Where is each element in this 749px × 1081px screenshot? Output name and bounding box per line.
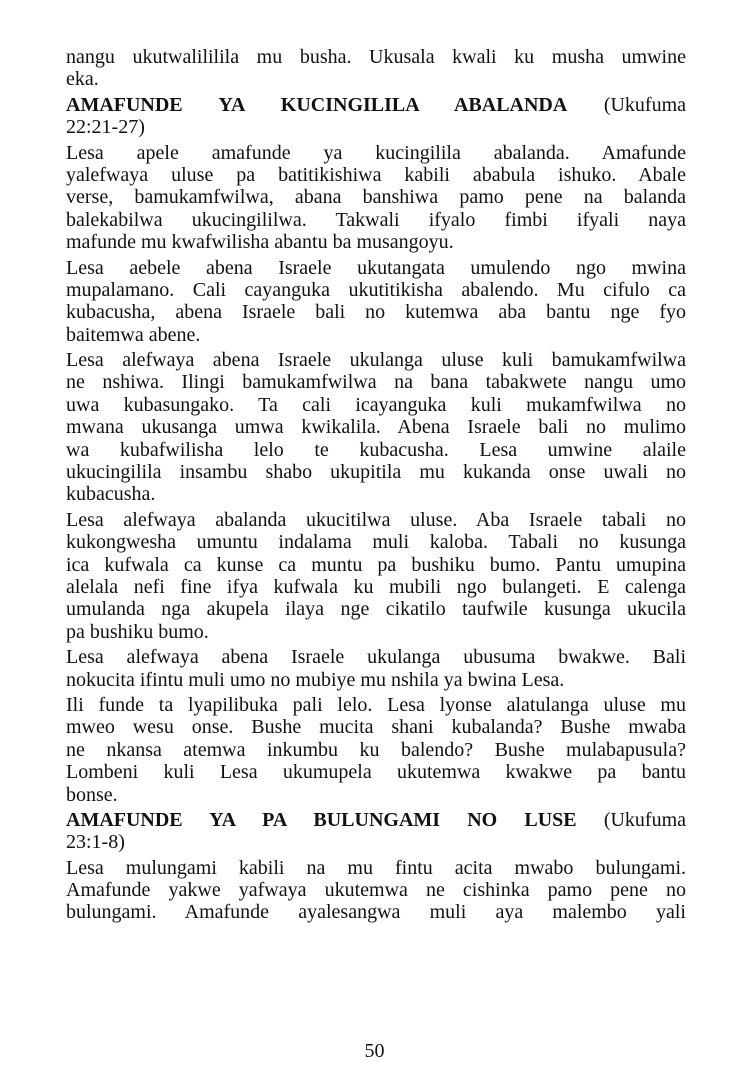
text-line: mweo wesu onse. Bushe mucita shani kubalanda? Bushe mwaba bbox=[66, 716, 686, 739]
text-line: bulungami. Amafunde ayalesangwa muli aya malembo yali bbox=[66, 901, 686, 924]
text-line: mwana ukusanga umwa kwikalila. Abena Israele bali no mulimo bbox=[66, 416, 686, 439]
heading-reference: (Ukufuma bbox=[603, 93, 687, 116]
text-line: kukongwesha umuntu indalama muli kaloba. Tabali no kusunga bbox=[66, 531, 686, 554]
text-line: nokucita ifintu muli umo no mubiye mu nshila ya bwina Lesa. bbox=[66, 668, 565, 691]
paragraph bbox=[66, 646, 686, 691]
heading-reference-verses: 22:21-27) bbox=[66, 116, 145, 139]
section-heading bbox=[66, 809, 686, 854]
text-line: ica kufwala ca kunse ca muntu pa bushiku bumo. Pantu umupina bbox=[66, 553, 686, 576]
paragraph bbox=[66, 694, 686, 806]
paragraph bbox=[66, 349, 686, 506]
text-line: Lesa mulungami kabili na mu fintu acita mwabo bulungami. bbox=[66, 856, 686, 879]
text-line: eka. bbox=[66, 68, 99, 91]
text-line: Ili funde ta lyapilibuka pali lelo. Lesa lyonse alatulanga uluse mu bbox=[66, 693, 686, 716]
document-page bbox=[66, 46, 686, 927]
text-line: ukucingilila insambu shabo ukupitila mu kukanda onse uwali no bbox=[66, 461, 686, 484]
text-line: ne nkansa atemwa inkumbu ku balendo? Bushe mulabapusula? bbox=[66, 738, 686, 761]
text-line: nangu ukutwalililila mu busha. Ukusala kwali ku musha umwine bbox=[66, 46, 686, 68]
text-line: Lesa aebele abena Israele ukutangata umulendo ngo mwina bbox=[66, 256, 686, 279]
paragraph bbox=[66, 142, 686, 254]
paragraph bbox=[66, 46, 686, 91]
text-line: alelala nefi fine ifya kufwala ku mubili ngo bulangeti. E calenga bbox=[66, 575, 686, 598]
text-line: yalefwaya uluse pa batitikishiwa kabili ababula ishuko. Abale bbox=[66, 163, 686, 186]
text-line: Amafunde yakwe yafwaya ukutemwa ne cishinka pamo pene no bbox=[66, 879, 686, 902]
text-line: Lombeni kuli Lesa ukumupela ukutemwa kwakwe pa bantu bbox=[66, 761, 686, 784]
text-line: mupalamano. Cali cayanguka ukutitikisha abalendo. Mu cifulo ca bbox=[66, 278, 686, 301]
text-line: uwa kubasungako. Ta cali icayanguka kuli mukamfwilwa no bbox=[66, 393, 686, 416]
heading-reference: (Ukufuma bbox=[603, 808, 687, 831]
heading-title: AMAFUNDE YA KUCINGILILA ABALANDA bbox=[66, 93, 568, 116]
text-line: verse, bamukamfwilwa, abana banshiwa pamo pene na balanda bbox=[66, 186, 686, 209]
text-line: Lesa apele amafunde ya kucingilila abalanda. Amafunde bbox=[66, 141, 686, 164]
text-line: ne nshiwa. Ilingi bamukamfwilwa na bana tabakwete nangu umo bbox=[66, 371, 686, 394]
heading-line bbox=[66, 809, 686, 831]
text-line: baitemwa abene. bbox=[66, 323, 201, 346]
text-line: Lesa alefwaya abena Israele ukulanga ubusuma bwakwe. Bali bbox=[66, 646, 686, 669]
text-line: wa kubafwilisha lelo te kubacusha. Lesa umwine alaile bbox=[66, 438, 686, 461]
text-line: mafunde mu kwafwilisha abantu ba musangoyu. bbox=[66, 231, 454, 254]
text-line: pa bushiku bumo. bbox=[66, 620, 209, 643]
paragraph bbox=[66, 509, 686, 643]
text-line: kubacusha, abena Israele bali no kutemwa aba bantu nge fyo bbox=[66, 301, 686, 324]
text-line: bonse. bbox=[66, 783, 118, 806]
paragraph bbox=[66, 257, 686, 347]
heading-title: AMAFUNDE YA PA BULUNGAMI NO LUSE bbox=[66, 808, 577, 831]
section-heading bbox=[66, 94, 686, 139]
heading-line bbox=[66, 94, 686, 116]
text-line: umulanda nga akupela ilaya nge cikatilo taufwile kusunga ukucila bbox=[66, 598, 686, 621]
heading-reference-verses: 23:1-8) bbox=[66, 831, 125, 854]
text-line: Lesa alefwaya abalanda ukucitilwa uluse. Aba Israele tabali no bbox=[66, 508, 686, 531]
text-line: Lesa alefwaya abena Israele ukulanga uluse kuli bamukamfwilwa bbox=[66, 349, 686, 372]
paragraph bbox=[66, 857, 686, 924]
page-number: 50 bbox=[364, 1040, 385, 1062]
text-line: kubacusha. bbox=[66, 483, 156, 506]
text-line: balekabilwa ukucingililwa. Takwali ifyalo fimbi ifyali naya bbox=[66, 208, 686, 231]
